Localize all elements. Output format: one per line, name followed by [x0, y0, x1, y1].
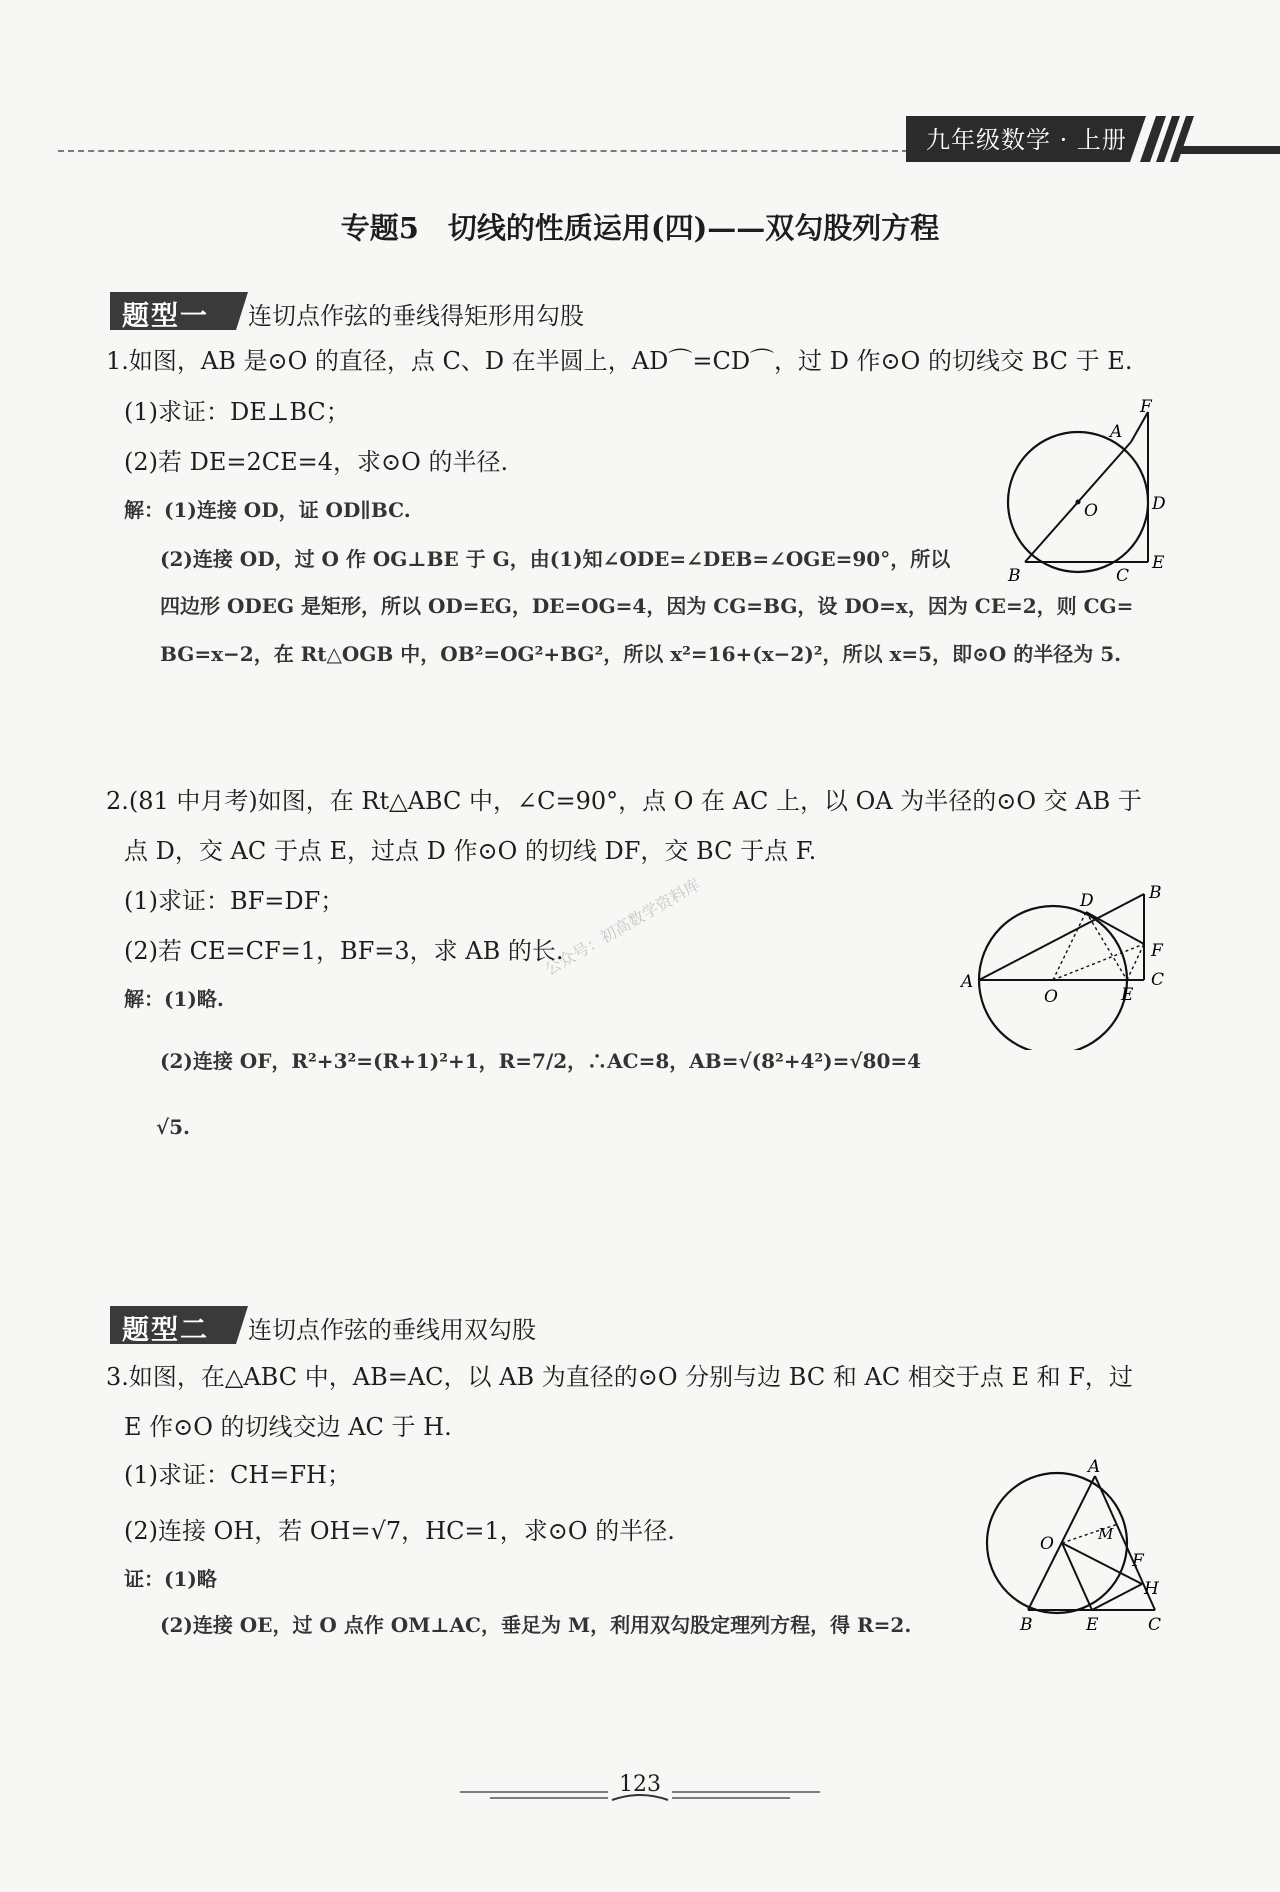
q2-label-A: A	[961, 972, 974, 992]
q3-part1: (1)求证：CH=FH；	[124, 1461, 351, 1489]
q2-label-C: C	[1151, 970, 1165, 990]
q1-label-C: C	[1116, 566, 1130, 586]
section-desc-1: 连切点作弦的垂线得矩形用勾股	[248, 302, 584, 330]
q2-solution-1: 解：(1)略.	[124, 987, 224, 1011]
q3-label-E: E	[1086, 1615, 1099, 1635]
q3-label-O: O	[1040, 1534, 1054, 1554]
q3-line-oh	[1062, 1543, 1142, 1584]
header-book-title: 九年级数学 · 上册	[926, 126, 1127, 154]
q3-solution-1: 证：(1)略	[124, 1567, 217, 1591]
section-badge-label-2: 题型二	[122, 1315, 209, 1346]
q2-label-B: B	[1149, 883, 1162, 903]
page-number: 123	[619, 1772, 661, 1797]
q2-figure	[960, 880, 1180, 1050]
section-badge-label-1: 题型一	[122, 301, 209, 332]
watermark: 公众号：初高数学资料库	[541, 874, 704, 980]
q2-label-O: O	[1044, 987, 1058, 1007]
q2-stem-line1: 2.(81 中月考)如图，在 Rt△ABC 中，∠C=90°，点 O 在 AC 上，以 OA 为半径的⊙O 交 AB 于	[106, 787, 1142, 815]
q2-label-E: E	[1121, 985, 1134, 1005]
q2-dashed-of	[1053, 944, 1144, 980]
q2-solution-2-line1: (2)连接 OF，R²+3²=(R+1)²+1，R=7/2，∴AC=8，AB=√(8²+4²)=√80=4	[160, 1049, 922, 1073]
q3-circle	[987, 1473, 1127, 1613]
q3-stem-line2: E 作⊙O 的切线交边 AC 于 H.	[124, 1413, 452, 1441]
q2-label-F: F	[1151, 941, 1163, 961]
q2-stem-line2: 点 D，交 AC 于点 E，过点 D 作⊙O 的切线 DF，交 BC 于点 F.	[124, 837, 817, 865]
q1-solution-2-line3: BG=x−2，在 Rt△OGB 中，OB²=OG²+BG²，所以 x²=16+(x−2)²，所以 x=5，即⊙O 的半径为 5.	[160, 642, 1122, 666]
q3-label-H: H	[1144, 1579, 1159, 1599]
q3-label-A: A	[1088, 1457, 1101, 1477]
q1-label-F: F	[1140, 397, 1152, 417]
q1-label-O: O	[1084, 501, 1098, 521]
q1-label-E: E	[1152, 553, 1165, 573]
section-desc-2: 连切点作弦的垂线用双勾股	[248, 1316, 536, 1344]
q2-label-D: D	[1080, 891, 1094, 911]
q1-part1: (1)求证：DE⊥BC；	[124, 398, 350, 426]
q1-label-D: D	[1152, 494, 1166, 514]
q3-figure	[980, 1456, 1180, 1638]
q1-label-A: A	[1110, 422, 1123, 442]
q3-stem-line1: 3.如图，在△ABC 中，AB=AC，以 AB 为直径的⊙O 分别与边 BC 和 AC 相交于点 E 和 F，过	[106, 1363, 1133, 1391]
q2-part2: (2)若 CE=CF=1，BF=3，求 AB 的长.	[124, 937, 564, 965]
q1-part2: (2)若 DE=2CE=4，求⊙O 的半径.	[124, 448, 509, 476]
q2-part1: (1)求证：BF=DF；	[124, 887, 345, 915]
q1-figure	[990, 392, 1180, 592]
q3-tangent-eh	[1092, 1584, 1142, 1610]
q2-dashed-od	[1053, 912, 1086, 980]
q1-label-B: B	[1008, 566, 1021, 586]
q3-label-F: F	[1132, 1551, 1144, 1571]
page-title: 专题5 切线的性质运用(四)——双勾股列方程	[340, 211, 940, 245]
q3-line-oe	[1062, 1543, 1092, 1610]
q2-dashed-ef	[1127, 944, 1144, 980]
q1-stem: 1.如图，AB 是⊙O 的直径，点 C、D 在半圆上，AD⌒=CD⌒，过 D 作⊙O 的切线交 BC 于 E.	[106, 347, 1133, 375]
q3-part2: (2)连接 OH，若 OH=√7，HC=1，求⊙O 的半径.	[124, 1517, 675, 1545]
q3-label-M: M	[1098, 1525, 1114, 1543]
q2-circle	[979, 906, 1127, 1050]
q3-label-C: C	[1148, 1615, 1162, 1635]
q2-solution-2-line2: √5.	[156, 1115, 191, 1139]
q1-solution-2-line2: 四边形 ODEG 是矩形，所以 OD=EG，DE=OG=4，因为 CG=BG，设 DO=x，因为 CE=2，则 CG=	[160, 594, 1134, 618]
q3-line-ab	[1028, 1476, 1095, 1610]
q1-center-dot	[1076, 500, 1081, 505]
q3-solution-2: (2)连接 OE，过 O 点作 OM⊥AC，垂足为 M，利用双勾股定理列方程，得 R=2.	[160, 1613, 912, 1637]
header-dashed-rule	[58, 150, 918, 152]
q1-solution-2-line1: (2)连接 OD，过 O 作 OG⊥BE 于 G，由(1)知∠ODE=∠DEB=∠OGE=90°，所以	[160, 547, 951, 571]
q3-label-B: B	[1020, 1615, 1033, 1635]
q1-solution-1: 解：(1)连接 OD，证 OD∥BC.	[124, 498, 411, 522]
